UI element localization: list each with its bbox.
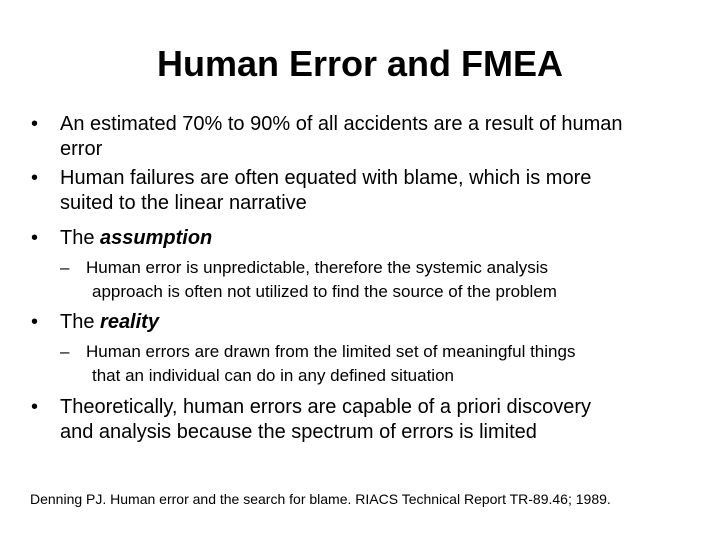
sub-bullet-text: that an individual can do in any defined situation (92, 366, 454, 385)
sub-bullet-marker: – (60, 342, 70, 361)
sub-bullet-text: approach is often not utilized to find the source of the problem (92, 282, 557, 301)
reference-citation: Denning PJ. Human error and the search for blame. RIACS Technical Report TR-89.46; 1989. (30, 491, 611, 507)
bullet-text: Human failures are often equated with blame, which is more (60, 167, 592, 189)
bullet-marker: • (31, 227, 39, 249)
bullet-text: The (60, 227, 101, 249)
sub-bullet-item (60, 340, 576, 388)
bullet-emphasis: assumption (100, 227, 213, 249)
bullet-text: error (60, 138, 103, 160)
bullet-text: Theoretically, human errors are capable of a priori discovery (60, 396, 591, 418)
bullet-text: An estimated 70% to 90% of all accidents are a result of human (60, 113, 623, 135)
bullet-item (31, 395, 591, 445)
bullet-marker: • (31, 396, 39, 418)
bullet-text: and analysis because the spectrum of errors is limited (60, 421, 537, 443)
bullet-emphasis: reality (100, 311, 159, 333)
sub-bullet-text: Human errors are drawn from the limited set of meaningful things (86, 342, 576, 361)
bullet-text: suited to the linear narrative (60, 192, 307, 214)
sub-bullet-text: Human error is unpredictable, therefore the systemic analysis (86, 258, 549, 277)
bullet-text: The (60, 311, 101, 333)
slide-title: Human Error and FMEA (156, 43, 564, 84)
bullet-item (31, 310, 159, 335)
sub-bullet-item (60, 256, 557, 304)
bullet-item (31, 112, 623, 162)
bullet-item (31, 166, 592, 216)
bullet-item (31, 226, 213, 251)
bullet-marker: • (31, 311, 39, 333)
bullet-marker: • (31, 167, 39, 189)
bullet-marker: • (31, 113, 39, 135)
sub-bullet-marker: – (60, 258, 70, 277)
